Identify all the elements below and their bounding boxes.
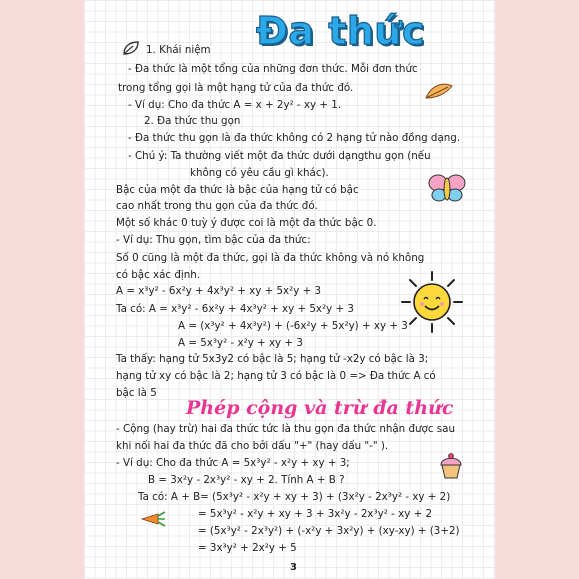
text-line: = 3x³y² + 2x²y + 5 — [198, 542, 297, 554]
text-line: = (5x³y² - 2x³y²) + (-x²y + 3x²y) + (xy-xy) + (3+2) — [198, 525, 460, 537]
text-line: - Ví dụ: Cho đa thức A = x + 2y² - xy + 1. — [128, 99, 342, 111]
text-line: Một số khác 0 tuỳ ý được coi là một đa thức bậc 0. — [116, 217, 377, 229]
page-number: 3 — [290, 562, 297, 573]
feather-icon — [424, 80, 454, 102]
text-line: A = (x³y² + 4x³y²) + (-6x²y + 5x²y) + xy + 3 — [178, 320, 408, 332]
text-line: B = 3x²y - 2x³y² - xy + 2. Tính A + B ? — [148, 474, 345, 486]
sun-icon — [400, 270, 464, 334]
text-line: trong tổng gọi là một hạng tử của đa thức đó. — [118, 82, 354, 94]
carrot-icon — [138, 510, 166, 528]
butterfly-icon — [428, 172, 466, 204]
text-line: khi nối hai đa thức đã cho bởi dấu "+" (hay dấu "-" ). — [116, 440, 389, 452]
text-line: hạng tử xy có bậc là 2; hạng tử 3 có bậc là 0 => Đa thức A có — [116, 370, 436, 382]
text-line: - Cộng (hay trừ) hai đa thức tức là thu gọn đa thức nhận được sau — [116, 423, 455, 435]
leaf-icon — [122, 40, 140, 56]
text-line: - Ví dụ: Thu gọn, tìm bậc của đa thức: — [116, 234, 311, 246]
text-line: Số 0 cũng là một đa thức, gọi là đa thức không và nó không — [116, 252, 425, 264]
text-line: 1. Khái niệm — [146, 44, 211, 56]
text-line: cao nhất trong thu gọn của đa thức đó. — [116, 200, 318, 212]
text-line: Bậc của một đa thức là bậc của hạng tử có bậc — [116, 184, 359, 196]
text-line: Ta có: A + B= (5x³y² - x²y + xy + 3) + (3x²y - 2x³y² - xy + 2) — [138, 491, 451, 503]
section-heading: Phép cộng và trừ đa thức — [186, 397, 454, 419]
page-title: Đa thức — [256, 9, 426, 53]
text-line: có bậc xác định. — [116, 269, 201, 281]
text-line: không có yêu cầu gì khác). — [190, 167, 329, 179]
cupcake-icon — [438, 452, 464, 480]
text-line: A = x³y² - 6x²y + 4x³y² + xy + 5x²y + 3 — [116, 285, 322, 297]
text-line: 2. Đa thức thu gọn — [144, 115, 241, 127]
text-line: bậc là 5 — [116, 387, 157, 399]
text-line: - Đa thức thu gọn là đa thức không có 2 hạng tử nào đồng dạng. — [128, 132, 461, 144]
text-line: = 5x³y² - x²y + xy + 3 + 3x²y - 2x³y² - xy + 2 — [198, 508, 433, 520]
text-line: Ta thấy: hạng tử 5x3y2 có bậc là 5; hạng tử -x2y có bậc là 3; — [116, 353, 429, 365]
text-line: A = 5x³y² - x²y + xy + 3 — [178, 337, 303, 349]
text-line: Ta có: A = x³y² - 6x²y + 4x³y² + xy + 5x²y + 3 — [116, 303, 354, 315]
text-line: - Đa thức là một tổng của những đơn thức. Mỗi đơn thức — [128, 63, 418, 75]
text-line: - Chú ý: Ta thường viết một đa thức dưới dạngthu gọn (nếu — [128, 150, 431, 162]
text-line: - Ví dụ: Cho đa thức A = 5x³y² - x²y + xy + 3; — [116, 457, 350, 469]
